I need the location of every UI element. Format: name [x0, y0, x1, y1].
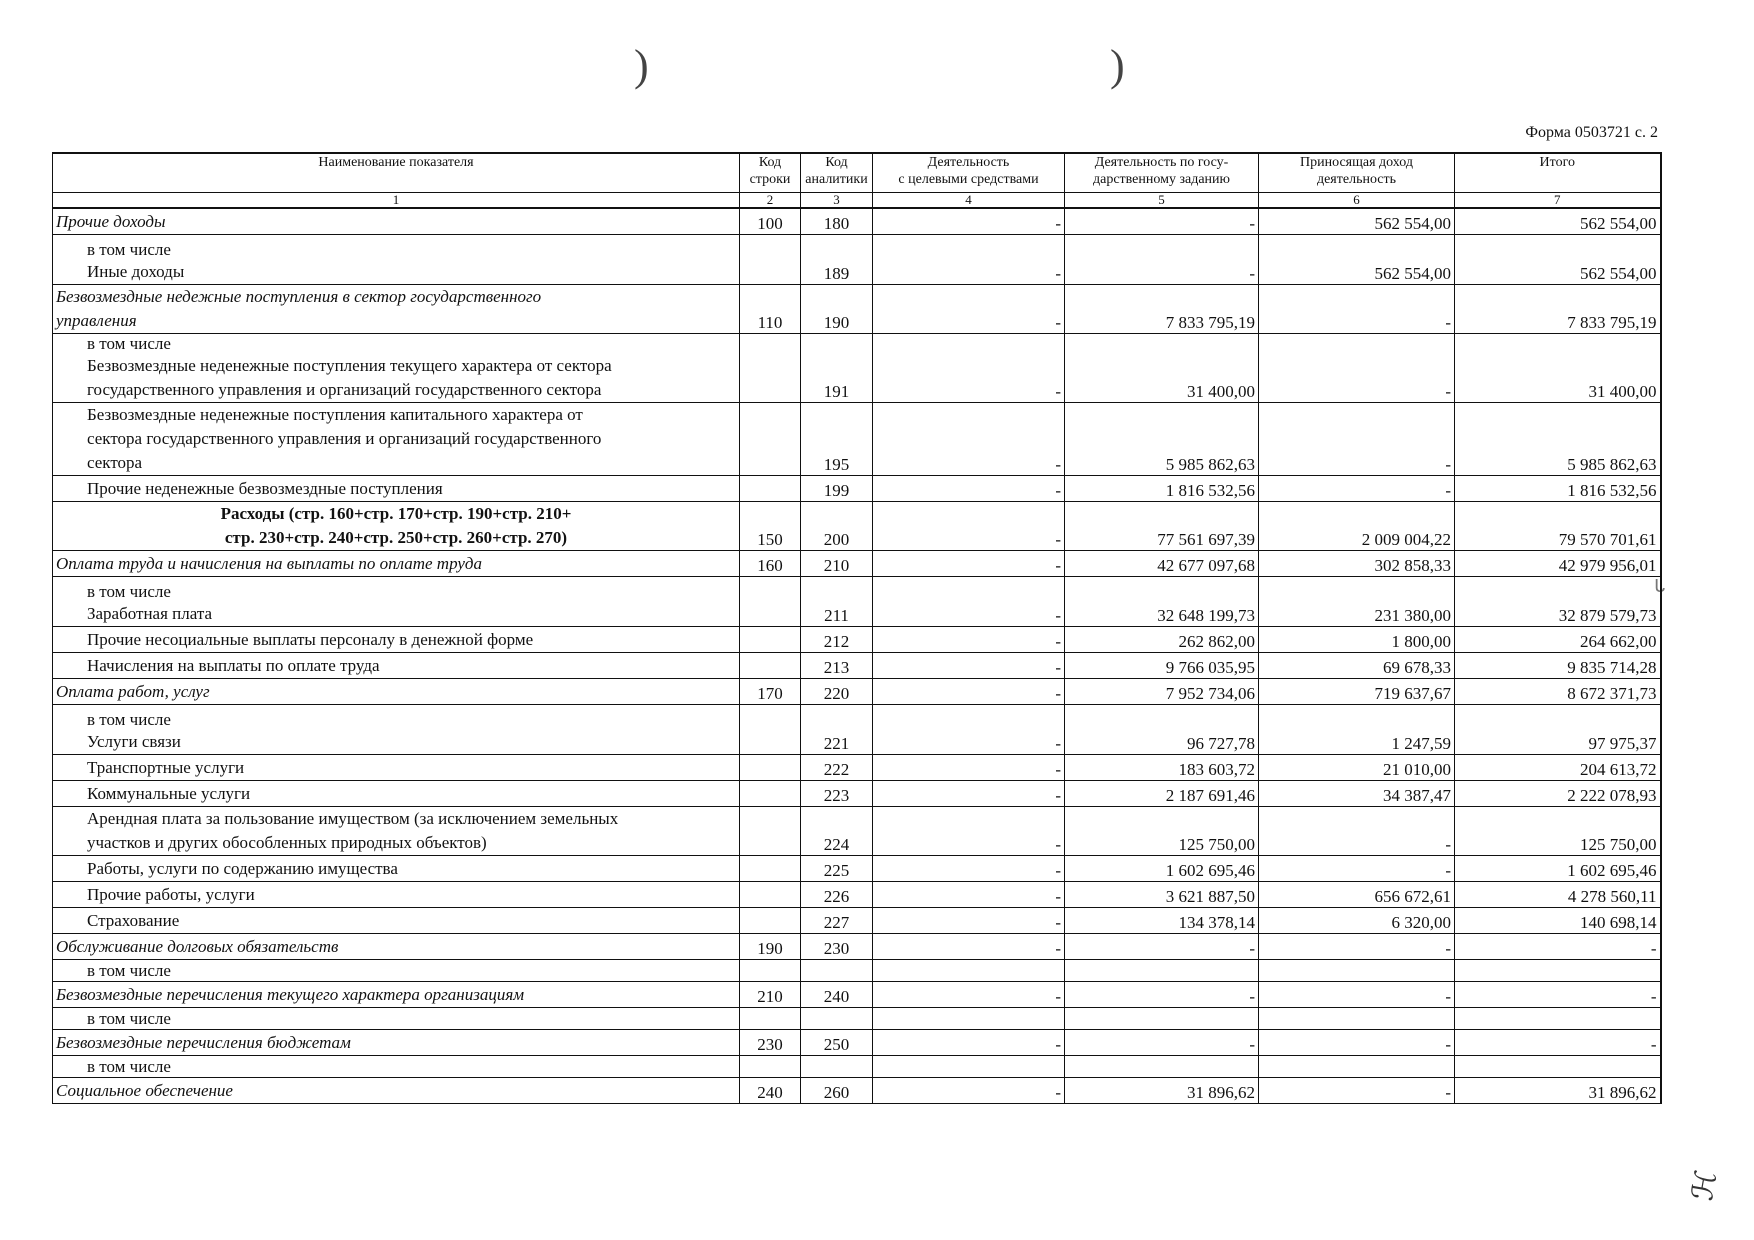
- analytic-code-cell: 226: [801, 881, 873, 907]
- row-name: [53, 855, 740, 881]
- targeted-funds-cell: -: [873, 550, 1065, 576]
- row-name: [53, 234, 740, 284]
- table-row: [53, 678, 1661, 704]
- analytic-code-cell: [801, 1007, 873, 1029]
- income-generating-cell: -: [1259, 933, 1455, 959]
- table-row: [53, 981, 1661, 1007]
- row-name-line: в том числе: [87, 960, 171, 980]
- row-name: [53, 754, 740, 780]
- income-generating-cell: 719 637,67: [1259, 678, 1455, 704]
- targeted-funds-cell: -: [873, 678, 1065, 704]
- state-assignment-cell: 31 400,00: [1065, 333, 1259, 402]
- total-cell: 97 975,37: [1455, 704, 1661, 754]
- header-total: Итого: [1455, 153, 1661, 193]
- analytic-code-cell: 260: [801, 1077, 873, 1103]
- targeted-funds-cell: -: [873, 1077, 1065, 1103]
- analytic-code-cell: 223: [801, 780, 873, 806]
- row-name: [53, 475, 740, 501]
- row-name-line: сектора: [87, 452, 143, 472]
- line-code-cell: [740, 234, 801, 284]
- column-number: 6: [1259, 193, 1455, 209]
- table-row: [53, 1029, 1661, 1055]
- row-name-line: Коммунальные услуги: [87, 783, 251, 803]
- row-name-line: Прочие несоциальные выплаты персоналу в денежной форме: [87, 629, 534, 649]
- row-name-line: Безвозмездные перечисления текущего характера организациям: [56, 984, 525, 1004]
- targeted-funds-cell: -: [873, 754, 1065, 780]
- targeted-funds-cell: -: [873, 1029, 1065, 1055]
- line-code-cell: 100: [740, 208, 801, 234]
- state-assignment-cell: 42 677 097,68: [1065, 550, 1259, 576]
- income-generating-cell: 69 678,33: [1259, 652, 1455, 678]
- table-row: [53, 907, 1661, 933]
- column-number: 7: [1455, 193, 1661, 209]
- row-name: [53, 208, 740, 234]
- state-assignment-cell: 77 561 697,39: [1065, 501, 1259, 550]
- row-name: [53, 550, 740, 576]
- total-cell: 204 613,72: [1455, 754, 1661, 780]
- row-name-line: Социальное обеспечение: [56, 1080, 233, 1100]
- total-cell: 7 833 795,19: [1455, 284, 1661, 333]
- line-code-cell: 170: [740, 678, 801, 704]
- state-assignment-cell: [1065, 959, 1259, 981]
- line-code-cell: 210: [740, 981, 801, 1007]
- row-name-line: Начисления на выплаты по оплате труда: [87, 655, 380, 675]
- line-code-cell: [740, 1055, 801, 1077]
- row-name: [53, 576, 740, 626]
- analytic-code-cell: 213: [801, 652, 873, 678]
- state-assignment-cell: 31 896,62: [1065, 1077, 1259, 1103]
- targeted-funds-cell: -: [873, 704, 1065, 754]
- analytic-code-cell: 199: [801, 475, 873, 501]
- row-name-line: Работы, услуги по содержанию имущества: [87, 858, 398, 878]
- targeted-funds-cell: -: [873, 626, 1065, 652]
- row-name: [53, 780, 740, 806]
- analytic-code-cell: 191: [801, 333, 873, 402]
- column-number: 2: [740, 193, 801, 209]
- row-name-line: Услуги связи: [87, 731, 181, 751]
- income-generating-cell: -: [1259, 1077, 1455, 1103]
- targeted-funds-cell: -: [873, 234, 1065, 284]
- header-income-generating: Приносящая доход деятельность: [1259, 153, 1455, 193]
- table-row: [53, 1007, 1661, 1029]
- line-code-cell: 150: [740, 501, 801, 550]
- income-generating-cell: -: [1259, 475, 1455, 501]
- row-name: [53, 981, 740, 1007]
- table-body: [53, 208, 1661, 1103]
- targeted-funds-cell: -: [873, 208, 1065, 234]
- table-row: [53, 933, 1661, 959]
- table-row: [53, 626, 1661, 652]
- total-cell: 5 985 862,63: [1455, 402, 1661, 475]
- analytic-code-cell: 225: [801, 855, 873, 881]
- total-cell: 4 278 560,11: [1455, 881, 1661, 907]
- state-assignment-cell: 134 378,14: [1065, 907, 1259, 933]
- table-row: [53, 806, 1661, 855]
- line-code-cell: [740, 1007, 801, 1029]
- row-name-line: в том числе: [87, 1056, 171, 1076]
- column-number: 3: [801, 193, 873, 209]
- state-assignment-cell: -: [1065, 1029, 1259, 1055]
- income-generating-cell: -: [1259, 981, 1455, 1007]
- row-name: [53, 959, 740, 981]
- analytic-code-cell: 190: [801, 284, 873, 333]
- income-generating-cell: [1259, 1055, 1455, 1077]
- total-cell: 562 554,00: [1455, 208, 1661, 234]
- income-generating-cell: 34 387,47: [1259, 780, 1455, 806]
- analytic-code-cell: 180: [801, 208, 873, 234]
- targeted-funds-cell: -: [873, 402, 1065, 475]
- row-name-line: Безвозмездные неденежные поступления текущего характера от сектора: [87, 355, 612, 375]
- row-name-line: Страхование: [87, 910, 180, 930]
- table-row: [53, 1055, 1661, 1077]
- table-row: [53, 333, 1661, 402]
- state-assignment-cell: 125 750,00: [1065, 806, 1259, 855]
- analytic-code-cell: 221: [801, 704, 873, 754]
- total-cell: -: [1455, 1029, 1661, 1055]
- line-code-cell: 110: [740, 284, 801, 333]
- row-name: [53, 806, 740, 855]
- header-targeted-funds: Деятельность с целевыми средствами: [873, 153, 1065, 193]
- state-assignment-cell: 7 952 734,06: [1065, 678, 1259, 704]
- table-row: [53, 881, 1661, 907]
- analytic-code-cell: [801, 1055, 873, 1077]
- income-generating-cell: -: [1259, 402, 1455, 475]
- row-name-line: государственного управления и организаций государственного сектора: [87, 379, 602, 399]
- row-name: [53, 704, 740, 754]
- line-code-cell: [740, 881, 801, 907]
- report-table: [52, 152, 1662, 1104]
- row-name: [53, 1077, 740, 1103]
- income-generating-cell: -: [1259, 1029, 1455, 1055]
- line-code-cell: [740, 780, 801, 806]
- analytic-code-cell: 240: [801, 981, 873, 1007]
- line-code-cell: [740, 704, 801, 754]
- state-assignment-cell: 2 187 691,46: [1065, 780, 1259, 806]
- income-generating-cell: 231 380,00: [1259, 576, 1455, 626]
- targeted-funds-cell: -: [873, 475, 1065, 501]
- table-row: [53, 704, 1661, 754]
- targeted-funds-cell: [873, 1007, 1065, 1029]
- table-row: [53, 475, 1661, 501]
- analytic-code-cell: 250: [801, 1029, 873, 1055]
- targeted-funds-cell: -: [873, 652, 1065, 678]
- targeted-funds-cell: -: [873, 576, 1065, 626]
- income-generating-cell: 656 672,61: [1259, 881, 1455, 907]
- table-row: [53, 402, 1661, 475]
- state-assignment-cell: 9 766 035,95: [1065, 652, 1259, 678]
- table-row: [53, 576, 1661, 626]
- targeted-funds-cell: -: [873, 881, 1065, 907]
- line-code-cell: [740, 475, 801, 501]
- state-assignment-cell: 96 727,78: [1065, 704, 1259, 754]
- state-assignment-cell: -: [1065, 933, 1259, 959]
- income-generating-cell: -: [1259, 806, 1455, 855]
- analytic-code-cell: 230: [801, 933, 873, 959]
- header-indicator-name: Наименование показателя: [53, 153, 740, 193]
- line-code-cell: [740, 626, 801, 652]
- row-name-line: Расходы (стр. 160+стр. 170+стр. 190+стр. 210+: [220, 503, 572, 523]
- line-code-cell: 190: [740, 933, 801, 959]
- row-name-line: в том числе: [87, 581, 171, 601]
- line-code-cell: [740, 402, 801, 475]
- state-assignment-cell: 5 985 862,63: [1065, 402, 1259, 475]
- targeted-funds-cell: -: [873, 907, 1065, 933]
- analytic-code-cell: 211: [801, 576, 873, 626]
- row-name-line: в том числе: [87, 333, 171, 353]
- row-name-line: Безвозмездные неденежные поступления капитального характера от: [87, 404, 583, 424]
- pencil-tick-mark: ᒐ: [1654, 576, 1666, 596]
- row-name-line: участков и других обособленных природных объектов): [87, 832, 487, 852]
- analytic-code-cell: 212: [801, 626, 873, 652]
- table-row: [53, 959, 1661, 981]
- targeted-funds-cell: -: [873, 855, 1065, 881]
- row-name: [53, 501, 740, 550]
- total-cell: 31 896,62: [1455, 1077, 1661, 1103]
- total-cell: -: [1455, 933, 1661, 959]
- total-cell: 31 400,00: [1455, 333, 1661, 402]
- row-name: [53, 402, 740, 475]
- total-cell: 1 816 532,56: [1455, 475, 1661, 501]
- table-row: [53, 754, 1661, 780]
- row-name: [53, 881, 740, 907]
- row-name: [53, 1007, 740, 1029]
- analytic-code-cell: 222: [801, 754, 873, 780]
- analytic-code-cell: 220: [801, 678, 873, 704]
- income-generating-cell: 302 858,33: [1259, 550, 1455, 576]
- income-generating-cell: 21 010,00: [1259, 754, 1455, 780]
- targeted-funds-cell: -: [873, 933, 1065, 959]
- line-code-cell: [740, 333, 801, 402]
- table-row: [53, 1077, 1661, 1103]
- column-numbers-row: [53, 193, 1661, 209]
- targeted-funds-cell: -: [873, 780, 1065, 806]
- income-generating-cell: [1259, 959, 1455, 981]
- row-name: [53, 333, 740, 402]
- table-row: [53, 284, 1661, 333]
- punch-hole-mark: ): [1110, 41, 1125, 90]
- row-name-line: сектора государственного управления и организаций государственного: [87, 428, 602, 448]
- targeted-funds-cell: [873, 1055, 1065, 1077]
- line-code-cell: [740, 907, 801, 933]
- targeted-funds-cell: -: [873, 284, 1065, 333]
- line-code-cell: 160: [740, 550, 801, 576]
- total-cell: [1455, 1007, 1661, 1029]
- line-code-cell: [740, 855, 801, 881]
- row-name-line: Прочие работы, услуги: [87, 884, 255, 904]
- total-cell: 140 698,14: [1455, 907, 1661, 933]
- row-name-line: управления: [56, 310, 137, 330]
- row-name-line: Безвозмездные недежные поступления в сектор государственного: [56, 286, 542, 306]
- state-assignment-cell: 1 602 695,46: [1065, 855, 1259, 881]
- total-cell: 79 570 701,61: [1455, 501, 1661, 550]
- row-name: [53, 652, 740, 678]
- total-cell: 9 835 714,28: [1455, 652, 1661, 678]
- analytic-code-cell: [801, 959, 873, 981]
- table-row: [53, 652, 1661, 678]
- income-generating-cell: -: [1259, 284, 1455, 333]
- total-cell: 1 602 695,46: [1455, 855, 1661, 881]
- state-assignment-cell: 262 862,00: [1065, 626, 1259, 652]
- table-row: [53, 780, 1661, 806]
- line-code-cell: [740, 959, 801, 981]
- row-name-line: в том числе: [87, 709, 171, 729]
- header-state-assignment: Деятельность по госу- дарственному заданию: [1065, 153, 1259, 193]
- column-number: 5: [1065, 193, 1259, 209]
- handwritten-page-number: ℋ: [1685, 1167, 1725, 1204]
- table-row: [53, 501, 1661, 550]
- row-name-line: Прочие доходы: [56, 211, 166, 231]
- row-name-line: Обслуживание долговых обязательств: [56, 936, 339, 956]
- state-assignment-cell: -: [1065, 234, 1259, 284]
- table-header-row: [53, 153, 1661, 193]
- table-row: [53, 234, 1661, 284]
- state-assignment-cell: 3 621 887,50: [1065, 881, 1259, 907]
- income-generating-cell: 2 009 004,22: [1259, 501, 1455, 550]
- total-cell: 32 879 579,73: [1455, 576, 1661, 626]
- row-name: [53, 626, 740, 652]
- row-name-line: Транспортные услуги: [87, 757, 245, 777]
- total-cell: 125 750,00: [1455, 806, 1661, 855]
- state-assignment-cell: 1 816 532,56: [1065, 475, 1259, 501]
- total-cell: [1455, 959, 1661, 981]
- total-cell: 8 672 371,73: [1455, 678, 1661, 704]
- row-name-line: Заработная плата: [87, 603, 213, 623]
- punch-hole-mark: ): [634, 41, 649, 90]
- row-name: [53, 1029, 740, 1055]
- row-name: [53, 1055, 740, 1077]
- row-name: [53, 678, 740, 704]
- state-assignment-cell: 32 648 199,73: [1065, 576, 1259, 626]
- income-generating-cell: 1 247,59: [1259, 704, 1455, 754]
- line-code-cell: 230: [740, 1029, 801, 1055]
- row-name-line: Арендная плата за пользование имуществом (за исключением земельных: [87, 808, 619, 828]
- analytic-code-cell: 189: [801, 234, 873, 284]
- targeted-funds-cell: -: [873, 981, 1065, 1007]
- total-cell: 264 662,00: [1455, 626, 1661, 652]
- income-generating-cell: -: [1259, 855, 1455, 881]
- row-name-line: Прочие неденежные безвозмездные поступления: [87, 478, 443, 498]
- table-row: [53, 550, 1661, 576]
- form-title: Форма 0503721 с. 2: [1525, 124, 1658, 141]
- row-name-line: Оплата труда и начисления на выплаты по оплате труда: [56, 553, 482, 573]
- row-name-line: Оплата работ, услуг: [56, 681, 210, 701]
- line-code-cell: [740, 652, 801, 678]
- line-code-cell: [740, 576, 801, 626]
- line-code-cell: 240: [740, 1077, 801, 1103]
- header-analytic-code: Код аналитики: [801, 153, 873, 193]
- targeted-funds-cell: -: [873, 501, 1065, 550]
- header-line-code: Код строки: [740, 153, 801, 193]
- total-cell: [1455, 1055, 1661, 1077]
- income-generating-cell: 6 320,00: [1259, 907, 1455, 933]
- targeted-funds-cell: [873, 959, 1065, 981]
- income-generating-cell: [1259, 1007, 1455, 1029]
- analytic-code-cell: 224: [801, 806, 873, 855]
- analytic-code-cell: 200: [801, 501, 873, 550]
- state-assignment-cell: -: [1065, 981, 1259, 1007]
- state-assignment-cell: -: [1065, 208, 1259, 234]
- state-assignment-cell: 183 603,72: [1065, 754, 1259, 780]
- line-code-cell: [740, 754, 801, 780]
- analytic-code-cell: 195: [801, 402, 873, 475]
- state-assignment-cell: 7 833 795,19: [1065, 284, 1259, 333]
- total-cell: 2 222 078,93: [1455, 780, 1661, 806]
- targeted-funds-cell: -: [873, 806, 1065, 855]
- row-name-line: в том числе: [87, 1008, 171, 1028]
- state-assignment-cell: [1065, 1007, 1259, 1029]
- targeted-funds-cell: -: [873, 333, 1065, 402]
- total-cell: -: [1455, 981, 1661, 1007]
- row-name-line: в том числе: [87, 239, 171, 259]
- analytic-code-cell: 227: [801, 907, 873, 933]
- row-name: [53, 284, 740, 333]
- row-name-line: Безвозмездные перечисления бюджетам: [56, 1032, 351, 1052]
- total-cell: 562 554,00: [1455, 234, 1661, 284]
- line-code-cell: [740, 806, 801, 855]
- total-cell: 42 979 956,01: [1455, 550, 1661, 576]
- income-generating-cell: 562 554,00: [1259, 234, 1455, 284]
- row-name: [53, 933, 740, 959]
- row-name-line: стр. 230+стр. 240+стр. 250+стр. 260+стр. 270): [224, 527, 568, 547]
- income-generating-cell: -: [1259, 333, 1455, 402]
- analytic-code-cell: 210: [801, 550, 873, 576]
- income-generating-cell: 1 800,00: [1259, 626, 1455, 652]
- row-name-line: Иные доходы: [87, 261, 185, 281]
- row-name: [53, 907, 740, 933]
- income-generating-cell: 562 554,00: [1259, 208, 1455, 234]
- column-number: 1: [53, 193, 740, 209]
- table-row: [53, 208, 1661, 234]
- table-row: [53, 855, 1661, 881]
- column-number: 4: [873, 193, 1065, 209]
- state-assignment-cell: [1065, 1055, 1259, 1077]
